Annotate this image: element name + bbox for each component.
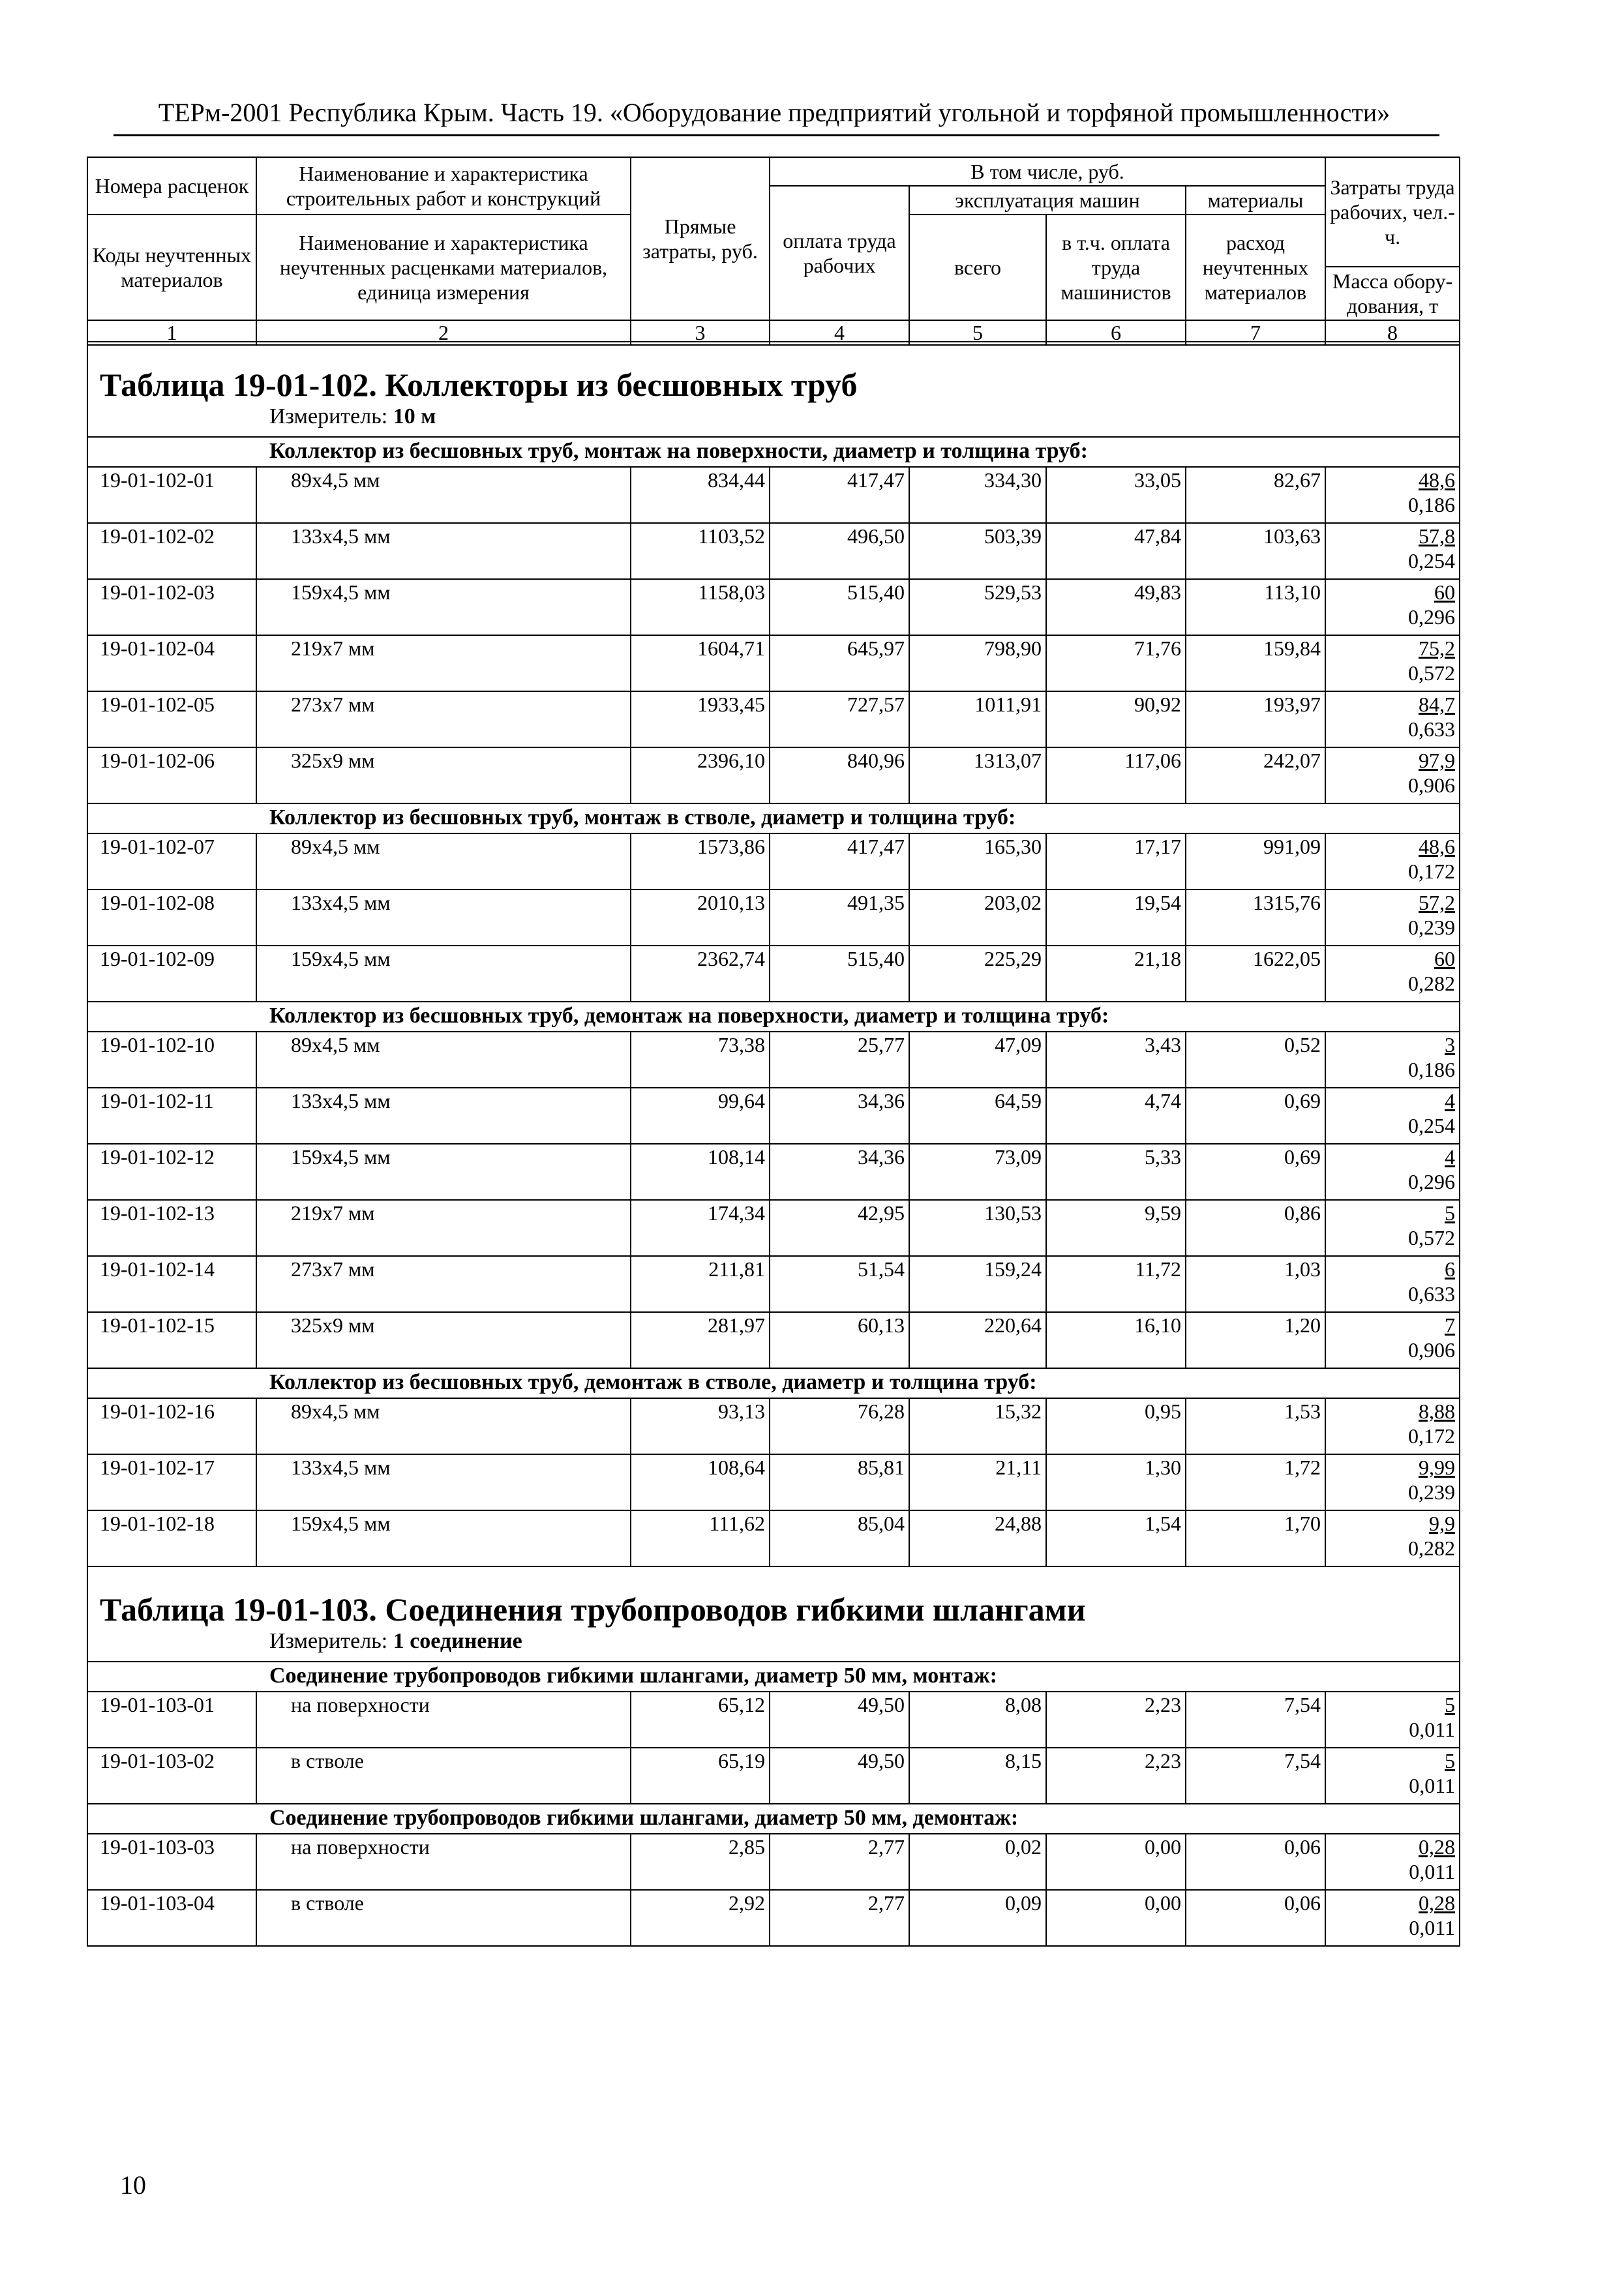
rate-name: 273х7 мм — [256, 691, 631, 747]
cell-wages: 645,97 — [770, 635, 909, 691]
rate-name: 273х7 мм — [256, 1256, 631, 1312]
cell-labor-mass — [1325, 946, 1460, 1002]
rate-name: 133х4,5 мм — [256, 523, 631, 579]
mass-value: 0,172 — [1408, 1424, 1455, 1448]
cell-materials: 7,54 — [1186, 1748, 1325, 1804]
mass-value: 0,572 — [1408, 661, 1455, 685]
cell-machines: 47,09 — [909, 1032, 1046, 1088]
rate-code: 19-01-102-10 — [87, 1032, 256, 1088]
cell-direct: 1573,86 — [631, 833, 770, 890]
rate-code: 19-01-103-03 — [87, 1834, 256, 1890]
cell-labor-mass — [1325, 1692, 1460, 1748]
cell-labor-mass — [1325, 1144, 1460, 1200]
cell-machines: 159,24 — [909, 1256, 1046, 1312]
measure-label: Измеритель: — [269, 1629, 388, 1653]
cell-materials: 0,86 — [1186, 1200, 1325, 1256]
cell-operators: 2,23 — [1046, 1748, 1186, 1804]
cell-machines: 1011,91 — [909, 691, 1046, 747]
cell-labor-mass — [1325, 523, 1460, 579]
labor-value: 0,28 — [1419, 1835, 1455, 1859]
cell-labor-mass — [1325, 1398, 1460, 1454]
cell-labor-mass — [1325, 1834, 1460, 1890]
cell-operators: 5,33 — [1046, 1144, 1186, 1200]
labor-value: 60 — [1434, 580, 1455, 604]
page-header: ТЕРм-2001 Республика Крым. Часть 19. «Оборудование предприятий угольной и торфяной промышленности» — [158, 98, 1391, 127]
table-row — [87, 1312, 1460, 1368]
col-number: 6 — [1046, 320, 1186, 345]
cell-wages: 60,13 — [770, 1312, 909, 1368]
col1-top-header: Номера расценок — [87, 157, 256, 215]
cell-wages: 417,47 — [770, 833, 909, 890]
rate-name: 219х7 мм — [256, 1200, 631, 1256]
group-row — [87, 437, 1460, 467]
mass-value: 0,011 — [1409, 1718, 1455, 1741]
cell-materials: 991,09 — [1186, 833, 1325, 890]
cell-operators: 33,05 — [1046, 467, 1186, 523]
cell-wages: 515,40 — [770, 946, 909, 1002]
cell-labor-mass — [1325, 1748, 1460, 1804]
cell-direct: 93,13 — [631, 1398, 770, 1454]
rate-code: 19-01-102-15 — [87, 1312, 256, 1368]
rate-name: на поверхности — [256, 1692, 631, 1748]
table-row — [87, 1748, 1460, 1804]
cell-wages: 51,54 — [770, 1256, 909, 1312]
labor-value: 84,7 — [1419, 693, 1455, 716]
cell-operators: 117,06 — [1046, 747, 1186, 803]
col-number: 5 — [909, 320, 1046, 345]
cell-materials: 0,69 — [1186, 1144, 1325, 1200]
labor-value: 97,9 — [1419, 749, 1455, 772]
cell-labor-mass — [1325, 467, 1460, 523]
col-number: 4 — [770, 320, 909, 345]
rate-code: 19-01-102-14 — [87, 1256, 256, 1312]
cell-wages: 491,35 — [770, 890, 909, 946]
cell-labor-mass — [1325, 579, 1460, 635]
col1-bottom-header: Коды неучтенных материалов — [87, 215, 256, 320]
labor-value: 60 — [1434, 947, 1455, 970]
cell-wages: 34,36 — [770, 1144, 909, 1200]
cell-wages: 34,36 — [770, 1088, 909, 1144]
mass-value: 0,296 — [1408, 1170, 1455, 1193]
cell-labor-mass — [1325, 1312, 1460, 1368]
rate-code: 19-01-103-04 — [87, 1890, 256, 1946]
table-row — [87, 833, 1460, 890]
cell-machines: 0,02 — [909, 1834, 1046, 1890]
mass-value: 0,186 — [1408, 1058, 1455, 1081]
cell-direct: 2,92 — [631, 1890, 770, 1946]
cell-wages: 417,47 — [770, 467, 909, 523]
cell-machines: 8,08 — [909, 1692, 1046, 1748]
table-row — [87, 579, 1460, 635]
table-row — [87, 1398, 1460, 1454]
mass-value: 0,572 — [1408, 1226, 1455, 1249]
cell-machines: 225,29 — [909, 946, 1046, 1002]
rate-code: 19-01-102-13 — [87, 1200, 256, 1256]
rate-name: 133х4,5 мм — [256, 1454, 631, 1510]
cell-direct: 99,64 — [631, 1088, 770, 1144]
cell-materials: 1315,76 — [1186, 890, 1325, 946]
rate-code: 19-01-102-03 — [87, 579, 256, 635]
labor-value: 75,2 — [1419, 636, 1455, 660]
table-row — [87, 1890, 1460, 1946]
header-rule — [113, 134, 1439, 136]
rate-code: 19-01-102-07 — [87, 833, 256, 890]
labor-value: 57,8 — [1419, 524, 1455, 548]
group-title: Коллектор из бесшовных труб, монтаж на поверхности, диаметр и толщина труб: — [87, 437, 1460, 467]
cell-materials: 193,97 — [1186, 691, 1325, 747]
rate-code: 19-01-102-17 — [87, 1454, 256, 1510]
cell-machines: 165,30 — [909, 833, 1046, 890]
cell-direct: 73,38 — [631, 1032, 770, 1088]
cell-operators: 90,92 — [1046, 691, 1186, 747]
cell-machines: 73,09 — [909, 1144, 1046, 1200]
table-row — [87, 890, 1460, 946]
cell-operators: 71,76 — [1046, 635, 1186, 691]
section-title: Таблица 19-01-103. Соединения трубопроводов гибкими шлангами — [100, 1591, 1086, 1628]
table-row — [87, 691, 1460, 747]
mass-value: 0,906 — [1408, 1338, 1455, 1362]
cell-direct: 65,12 — [631, 1692, 770, 1748]
cell-machines: 798,90 — [909, 635, 1046, 691]
labor-value: 5 — [1445, 1201, 1455, 1225]
labor-value: 57,2 — [1419, 891, 1455, 914]
cell-wages: 2,77 — [770, 1834, 909, 1890]
rate-name: 325х9 мм — [256, 747, 631, 803]
col-number: 1 — [87, 320, 256, 345]
col3-header: Прямые затраты, руб. — [631, 157, 770, 320]
mass-value: 0,172 — [1408, 860, 1455, 883]
cell-direct: 1933,45 — [631, 691, 770, 747]
col2-top-header: Наименование и характеристика строительных работ и конструкций — [256, 157, 631, 215]
cell-machines: 21,11 — [909, 1454, 1046, 1510]
cell-materials: 1622,05 — [1186, 946, 1325, 1002]
rate-name: 133х4,5 мм — [256, 890, 631, 946]
measure-line — [88, 1628, 1459, 1654]
cell-wages: 727,57 — [770, 691, 909, 747]
cell-materials: 1,72 — [1186, 1454, 1325, 1510]
section-header — [87, 342, 1460, 437]
table-row — [87, 1088, 1460, 1144]
group-row — [87, 803, 1460, 833]
mass-value: 0,633 — [1408, 717, 1455, 741]
labor-value: 7 — [1445, 1313, 1455, 1337]
cell-materials: 1,03 — [1186, 1256, 1325, 1312]
rate-name: на поверхности — [256, 1834, 631, 1890]
col-number: 3 — [631, 320, 770, 345]
cell-wages: 2,77 — [770, 1890, 909, 1946]
materials-header: материалы — [1186, 186, 1325, 215]
rate-code: 19-01-102-08 — [87, 890, 256, 946]
measure-value: 10 м — [393, 404, 436, 428]
cell-machines: 0,09 — [909, 1890, 1046, 1946]
incl-header: В том числе, руб. — [770, 157, 1325, 186]
cell-wages: 515,40 — [770, 579, 909, 635]
labor-value: 8,88 — [1419, 1399, 1455, 1423]
measure-value: 1 соединение — [393, 1629, 522, 1653]
cell-wages: 49,50 — [770, 1692, 909, 1748]
cell-wages: 42,95 — [770, 1200, 909, 1256]
group-title: Коллектор из бесшовных труб, демонтаж в стволе, диаметр и толщина труб: — [87, 1368, 1460, 1398]
col4-header: оплата труда рабочих — [770, 186, 909, 320]
cell-operators: 49,83 — [1046, 579, 1186, 635]
mass-value: 0,906 — [1408, 773, 1455, 797]
cell-materials: 1,20 — [1186, 1312, 1325, 1368]
cell-operators: 0,00 — [1046, 1834, 1186, 1890]
machines-header: эксплуатация машин — [909, 186, 1186, 215]
cell-labor-mass — [1325, 691, 1460, 747]
labor-value: 48,6 — [1419, 835, 1455, 858]
group-title: Соединение трубопроводов гибкими шлангами, диаметр 50 мм, монтаж: — [87, 1662, 1460, 1692]
cell-direct: 1604,71 — [631, 635, 770, 691]
cell-wages: 85,81 — [770, 1454, 909, 1510]
cell-labor-mass — [1325, 890, 1460, 946]
group-row — [87, 1002, 1460, 1032]
cell-labor-mass — [1325, 747, 1460, 803]
rate-name: 89х4,5 мм — [256, 833, 631, 890]
table-row — [87, 1144, 1460, 1200]
mass-value: 0,186 — [1408, 493, 1455, 516]
rate-code: 19-01-102-01 — [87, 467, 256, 523]
table-row — [87, 1510, 1460, 1566]
cell-labor-mass — [1325, 1890, 1460, 1946]
mass-value: 0,011 — [1409, 1860, 1455, 1883]
labor-value: 3 — [1445, 1033, 1455, 1056]
cell-materials: 242,07 — [1186, 747, 1325, 803]
col8-top-header: Затраты труда рабочих, чел.-ч. — [1325, 157, 1460, 267]
cell-direct: 108,14 — [631, 1144, 770, 1200]
rate-code: 19-01-102-18 — [87, 1510, 256, 1566]
cell-operators: 0,95 — [1046, 1398, 1186, 1454]
cell-machines: 334,30 — [909, 467, 1046, 523]
mass-value: 0,011 — [1409, 1774, 1455, 1797]
mass-value: 0,239 — [1408, 916, 1455, 939]
cell-wages: 25,77 — [770, 1032, 909, 1088]
cell-direct: 1158,03 — [631, 579, 770, 635]
col7-header: расход неучтенных материалов — [1186, 215, 1325, 320]
table-row — [87, 1692, 1460, 1748]
table-row — [87, 1256, 1460, 1312]
table-row — [87, 747, 1460, 803]
mass-value: 0,282 — [1408, 1536, 1455, 1560]
cell-operators: 3,43 — [1046, 1032, 1186, 1088]
cell-materials: 159,84 — [1186, 635, 1325, 691]
rate-name: 325х9 мм — [256, 1312, 631, 1368]
rate-name: 159х4,5 мм — [256, 1510, 631, 1566]
cell-operators: 2,23 — [1046, 1692, 1186, 1748]
cell-machines: 64,59 — [909, 1088, 1046, 1144]
cell-materials: 82,67 — [1186, 467, 1325, 523]
labor-value: 5 — [1445, 1749, 1455, 1773]
rate-name: 159х4,5 мм — [256, 579, 631, 635]
rate-name: 89х4,5 мм — [256, 1398, 631, 1454]
labor-value: 9,9 — [1429, 1512, 1455, 1535]
table-row — [87, 1032, 1460, 1088]
cell-materials: 7,54 — [1186, 1692, 1325, 1748]
rate-name: в стволе — [256, 1748, 631, 1804]
col8-bottom-header: Масса обору-дования, т — [1325, 267, 1460, 320]
cell-machines: 220,64 — [909, 1312, 1046, 1368]
group-title: Коллектор из бесшовных труб, демонтаж на поверхности, диаметр и толщина труб: — [87, 1002, 1460, 1032]
rate-code: 19-01-102-09 — [87, 946, 256, 1002]
col2-bottom-header: Наименование и характеристика неучтенных расценками материалов, единица измерения — [256, 215, 631, 320]
cell-operators: 21,18 — [1046, 946, 1186, 1002]
cell-direct: 2010,13 — [631, 890, 770, 946]
rate-code: 19-01-102-06 — [87, 747, 256, 803]
labor-value: 9,99 — [1419, 1456, 1455, 1479]
cell-labor-mass — [1325, 1256, 1460, 1312]
cell-wages: 840,96 — [770, 747, 909, 803]
cell-direct: 174,34 — [631, 1200, 770, 1256]
group-title: Коллектор из бесшовных труб, монтаж в стволе, диаметр и толщина труб: — [87, 803, 1460, 833]
cell-wages: 49,50 — [770, 1748, 909, 1804]
rate-name: 89х4,5 мм — [256, 1032, 631, 1088]
table-row — [87, 1200, 1460, 1256]
table-header — [87, 157, 1460, 346]
cell-machines: 24,88 — [909, 1510, 1046, 1566]
cell-operators: 11,72 — [1046, 1256, 1186, 1312]
labor-value: 0,28 — [1419, 1891, 1455, 1915]
group-row — [87, 1662, 1460, 1692]
labor-value: 6 — [1445, 1257, 1455, 1281]
cell-operators: 9,59 — [1046, 1200, 1186, 1256]
mass-value: 0,254 — [1408, 1114, 1455, 1137]
section-title: Таблица 19-01-102. Коллекторы из бесшовных труб — [100, 367, 858, 403]
group-row — [87, 1368, 1460, 1398]
table-row — [87, 635, 1460, 691]
rate-code: 19-01-103-02 — [87, 1748, 256, 1804]
measure-line — [88, 404, 1459, 430]
mass-value: 0,282 — [1408, 972, 1455, 995]
rate-name: 159х4,5 мм — [256, 946, 631, 1002]
rate-name: в стволе — [256, 1890, 631, 1946]
cell-labor-mass — [1325, 1454, 1460, 1510]
rate-code: 19-01-102-16 — [87, 1398, 256, 1454]
page-number: 10 — [120, 2170, 146, 2200]
rate-code: 19-01-102-12 — [87, 1144, 256, 1200]
cell-direct: 111,62 — [631, 1510, 770, 1566]
cell-materials: 113,10 — [1186, 579, 1325, 635]
cell-direct: 834,44 — [631, 467, 770, 523]
col6-header: в т.ч. оплата труда машинистов — [1046, 215, 1186, 320]
cell-materials: 1,70 — [1186, 1510, 1325, 1566]
cell-direct: 2396,10 — [631, 747, 770, 803]
rate-code: 19-01-103-01 — [87, 1692, 256, 1748]
cell-operators: 1,54 — [1046, 1510, 1186, 1566]
col-number: 7 — [1186, 320, 1325, 345]
cell-wages: 76,28 — [770, 1398, 909, 1454]
cell-machines: 8,15 — [909, 1748, 1046, 1804]
group-row — [87, 1804, 1460, 1834]
mass-value: 0,011 — [1409, 1916, 1455, 1939]
table-row — [87, 523, 1460, 579]
cell-machines: 15,32 — [909, 1398, 1046, 1454]
labor-value: 4 — [1445, 1089, 1455, 1113]
table-row — [87, 1454, 1460, 1510]
cell-labor-mass — [1325, 1088, 1460, 1144]
labor-value: 4 — [1445, 1145, 1455, 1169]
rate-code: 19-01-102-02 — [87, 523, 256, 579]
cell-direct: 211,81 — [631, 1256, 770, 1312]
cell-operators: 47,84 — [1046, 523, 1186, 579]
mass-value: 0,633 — [1408, 1282, 1455, 1306]
cell-materials: 0,06 — [1186, 1834, 1325, 1890]
cell-operators: 1,30 — [1046, 1454, 1186, 1510]
cell-labor-mass — [1325, 833, 1460, 890]
cell-labor-mass — [1325, 1200, 1460, 1256]
rate-code: 19-01-102-04 — [87, 635, 256, 691]
cell-operators: 0,00 — [1046, 1890, 1186, 1946]
labor-value: 48,6 — [1419, 468, 1455, 492]
cell-materials: 0,06 — [1186, 1890, 1325, 1946]
table-row — [87, 467, 1460, 523]
cell-direct: 1103,52 — [631, 523, 770, 579]
labor-value: 5 — [1445, 1693, 1455, 1716]
cell-operators: 4,74 — [1046, 1088, 1186, 1144]
cell-machines: 130,53 — [909, 1200, 1046, 1256]
cell-operators: 16,10 — [1046, 1312, 1186, 1368]
rate-code: 19-01-102-05 — [87, 691, 256, 747]
rate-name: 133х4,5 мм — [256, 1088, 631, 1144]
cell-machines: 529,53 — [909, 579, 1046, 635]
cell-direct: 65,19 — [631, 1748, 770, 1804]
col-number: 2 — [256, 320, 631, 345]
group-title: Соединение трубопроводов гибкими шлангами, диаметр 50 мм, демонтаж: — [87, 1804, 1460, 1834]
cell-labor-mass — [1325, 1032, 1460, 1088]
cell-direct: 2362,74 — [631, 946, 770, 1002]
table-row — [87, 1834, 1460, 1890]
cell-materials: 1,53 — [1186, 1398, 1325, 1454]
rate-name: 89х4,5 мм — [256, 467, 631, 523]
cell-materials: 103,63 — [1186, 523, 1325, 579]
cell-machines: 1313,07 — [909, 747, 1046, 803]
cell-labor-mass — [1325, 635, 1460, 691]
mass-value: 0,254 — [1408, 549, 1455, 573]
col5-header: всего — [909, 215, 1046, 320]
price-table — [87, 341, 1460, 1947]
cell-wages: 85,04 — [770, 1510, 909, 1566]
rate-name: 159х4,5 мм — [256, 1144, 631, 1200]
mass-value: 0,296 — [1408, 605, 1455, 629]
cell-labor-mass — [1325, 1510, 1460, 1566]
cell-direct: 108,64 — [631, 1454, 770, 1510]
cell-machines: 503,39 — [909, 523, 1046, 579]
rate-code: 19-01-102-11 — [87, 1088, 256, 1144]
cell-machines: 203,02 — [909, 890, 1046, 946]
col-number: 8 — [1325, 320, 1460, 345]
cell-operators: 19,54 — [1046, 890, 1186, 946]
mass-value: 0,239 — [1408, 1480, 1455, 1504]
cell-materials: 0,52 — [1186, 1032, 1325, 1088]
cell-direct: 2,85 — [631, 1834, 770, 1890]
measure-label: Измеритель: — [269, 404, 388, 428]
rate-name: 219х7 мм — [256, 635, 631, 691]
cell-direct: 281,97 — [631, 1312, 770, 1368]
cell-materials: 0,69 — [1186, 1088, 1325, 1144]
section-header — [87, 1566, 1460, 1662]
table-row — [87, 946, 1460, 1002]
cell-wages: 496,50 — [770, 523, 909, 579]
cell-operators: 17,17 — [1046, 833, 1186, 890]
